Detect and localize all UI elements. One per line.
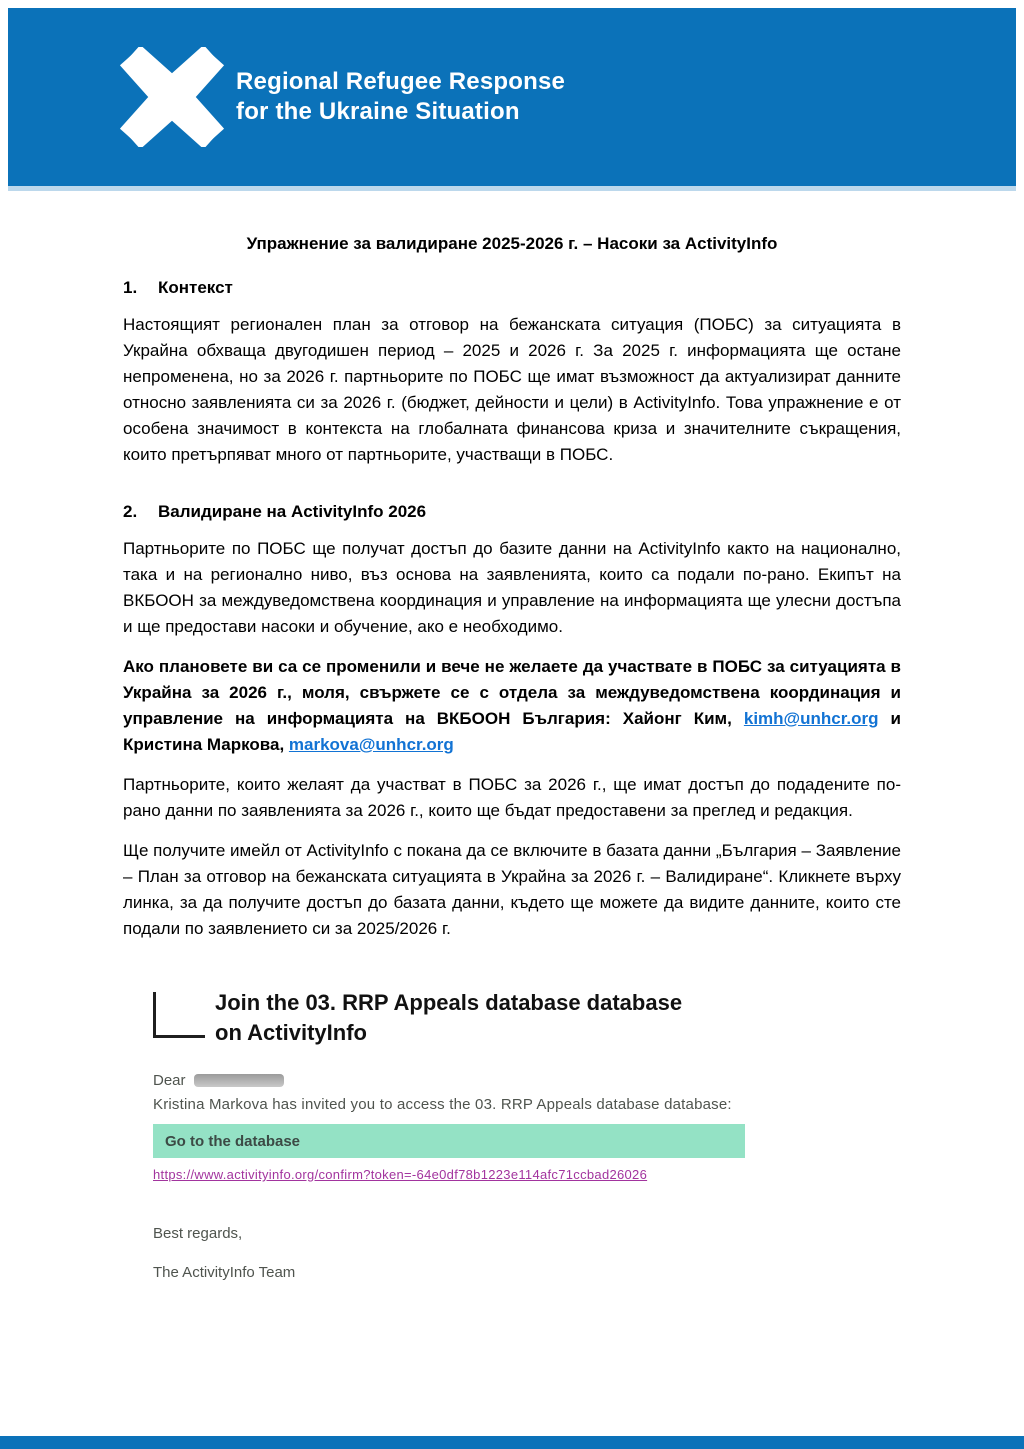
header-banner-line1: Regional Refugee Response (236, 68, 566, 95)
footer-bar (0, 1436, 1024, 1449)
email-link-kimh[interactable]: kimh@unhcr.org (743, 709, 879, 728)
contact-bold-intro: Ако плановете ви са се променили и вече не желаете да участвате в ПОБС за ситуацията в Украйна за 2026 г., моля, свържете се с отдела за междуведомствена координация и управление на информацията на ВКБООН България: Хайонг Ким, (123, 657, 901, 728)
section-label: Контекст (158, 278, 233, 297)
email-body (153, 1072, 745, 1281)
activityinfo-bracket-icon (153, 992, 205, 1038)
header-banner-title (236, 67, 565, 127)
email-signoff: Best regards, (153, 1225, 243, 1242)
email-link-markova[interactable]: markova@unhcr.org (288, 735, 454, 754)
email-invitation-line: Kristina Markova has invited you to access the 03. RRP Appeals database database: (153, 1096, 732, 1113)
email-header (153, 988, 745, 1048)
section-number: 1. (123, 278, 138, 297)
section-number: 2. (123, 502, 138, 521)
email-signature: The ActivityInfo Team (153, 1264, 296, 1281)
header-banner-line2: for the Ukraine Situation (236, 98, 520, 125)
paragraph-context: Настоящият регионален план за отговор на бежанската ситуация (ПОБС) за ситуацията в Украйна обхваща двугодишен период – 2025 и 2026 г. За 2025 г. информацията ще остане непроменена, но за 2026 г. партньорите по ПОБС ще имат възможност да актуализират данните относно заявленията си за 2026 г. (бюджет, дейности и цели) в ActivityInfo. Това упражнение е от особена значимост в контекста на глобалната финансова криза и значителните съкращения, които претърпяват много от партньорите, участващи в ПОБС. (123, 315, 901, 464)
paragraph-participation: Партньорите, които желаят да участват в ПОБС за 2026 г., ще имат достъп до подадените по-рано данни по заявленията за 2026 г., които ще бъдат предоставени за преглед и редакция. (123, 775, 901, 820)
email-greeting: Dear (153, 1072, 186, 1089)
paragraph-access: Партньорите по ПОБС ще получат достъп до базите данни на ActivityInfo както на национално, така и на регионално ниво, въз основа на заявленията, които са подали по-рано. Екипът на ВКБООН за междуведомствена координация и управление на информацията ще улесни достъпа и ще предостави насоки и обучение, ако е необходимо. (123, 539, 901, 636)
go-to-database-button[interactable]: Go to the database (153, 1124, 745, 1158)
email-title-line2: on ActivityInfo (215, 1020, 367, 1045)
email-greeting-row (153, 1072, 745, 1089)
redacted-name-box (194, 1074, 284, 1087)
email-title-line1: Join the 03. RRP Appeals database database (215, 990, 683, 1015)
paragraph-contact (123, 654, 901, 758)
email-title (215, 988, 682, 1048)
confirm-token-link[interactable]: https://www.activityinfo.org/confirm?token=-64e0df78b1223e114afc71ccbad26026 (153, 1167, 648, 1182)
email-screenshot (153, 988, 745, 1281)
section-label: Валидиране на ActivityInfo 2026 (158, 502, 427, 521)
contact-bold-middle: и Кристина Маркова, (123, 709, 901, 754)
rrp-x-logo-icon (120, 47, 224, 147)
header-banner (8, 8, 1016, 191)
section-heading-validation (123, 502, 901, 522)
paragraph-invitation-info: Ще получите имейл от ActivityInfo с покана да се включите в базата данни „България – Заявление – План за отговор на бежанската ситуацията в Украйна за 2026 г. – Валидиране“. Кликнете върху линка, за да получите достъп до базата данни, където ще можете да видите данните, които сте подали по заявлението си за 2025/2026 г. (123, 841, 901, 938)
section-heading-context (123, 278, 901, 298)
document-content (123, 196, 901, 1281)
page-title: Упражнение за валидиране 2025-2026 г. – Насоки за ActivityInfo (246, 234, 778, 253)
